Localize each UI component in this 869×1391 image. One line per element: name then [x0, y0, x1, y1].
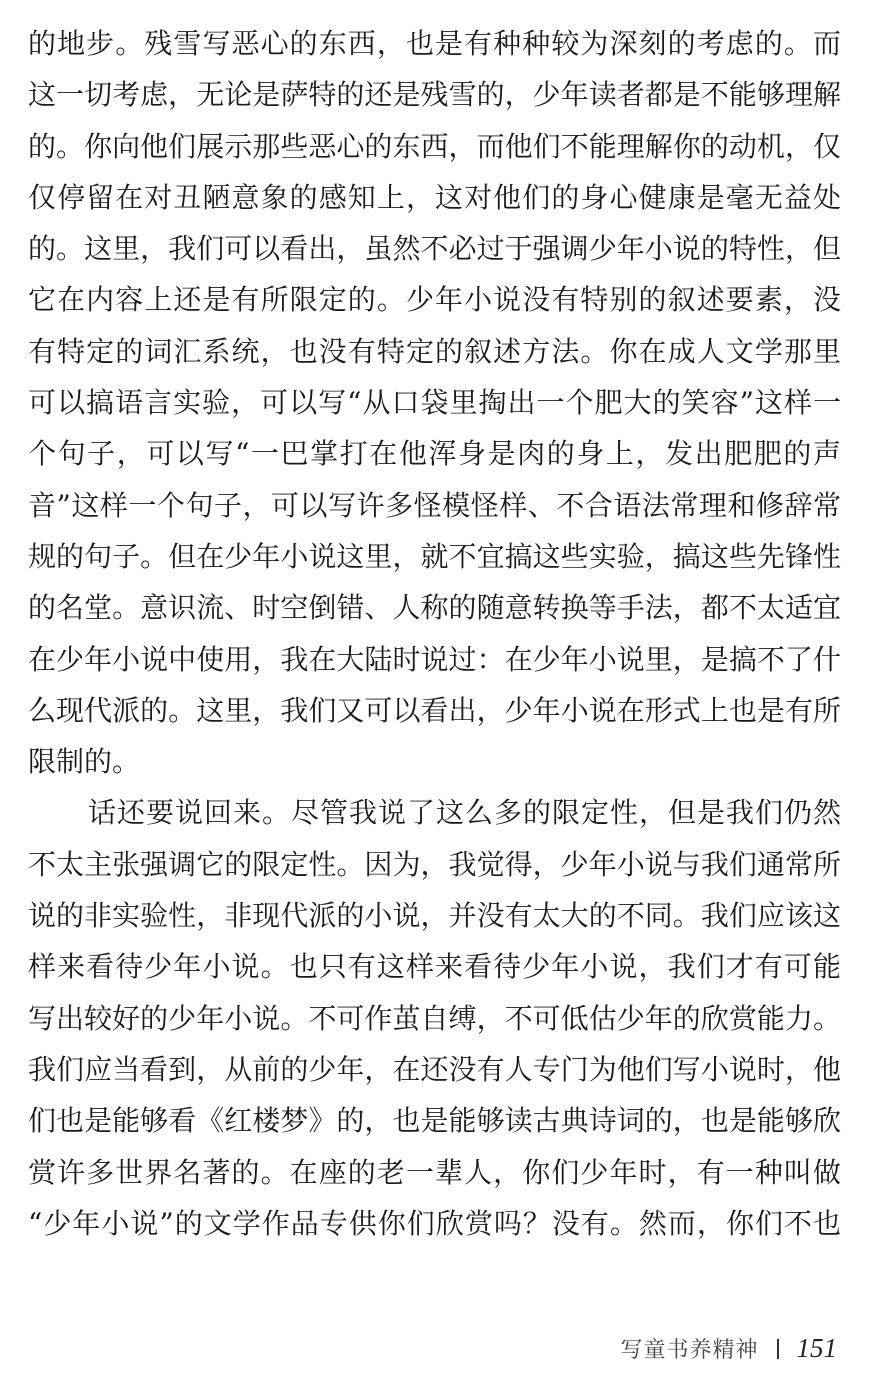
- paragraph-end-line: 限制的。: [28, 745, 141, 779]
- text-line: “少年小说”的文学作品专供你们欣赏吗？没有。然而，你们不也: [28, 1206, 841, 1240]
- text-line: 我们应当看到，从前的少年，在还没有人专门为他们写小说时，他: [28, 1052, 841, 1086]
- text-line: 么现代派的。这里，我们又可以看出，少年小说在形式上也是有所: [28, 693, 841, 727]
- text-line: 们也是能够看《红楼梦》的，也是能够读古典诗词的，也是能够欣: [28, 1104, 841, 1138]
- text-line: 赏许多世界名著的。在座的老一辈人，你们少年时，有一种叫做: [28, 1155, 841, 1189]
- text-line: 的。你向他们展示那些恶心的东西，而他们不能理解你的动机，仅: [28, 129, 841, 163]
- page-body-text: [28, 18, 841, 1249]
- running-footer-title: 写童书养精神: [620, 1338, 759, 1363]
- page-footer: [620, 1333, 837, 1364]
- text-line: 音”这样一个句子，可以写许多怪模怪样、不合语法常理和修辞常: [28, 488, 841, 522]
- text-line: 有特定的词汇系统，也没有特定的叙述方法。你在成人文学那里: [28, 334, 841, 368]
- text-line: 的名堂。意识流、时空倒错、人称的随意转换等手法，都不太适宜: [28, 591, 841, 625]
- text-line: 这一切考虑，无论是萨特的还是残雪的，少年读者都是不能够理解: [28, 78, 841, 112]
- text-line: 说的非实验性，非现代派的小说，并没有太大的不同。我们应该这: [28, 899, 841, 933]
- text-line: 规的句子。但在少年小说这里，就不宜搞这些实验，搞这些先锋性: [28, 539, 841, 573]
- text-line: 的。这里，我们可以看出，虽然不必过于强调少年小说的特性，但: [28, 232, 841, 266]
- text-line: 在少年小说中使用，我在大陆时说过：在少年小说里，是搞不了什: [28, 642, 841, 676]
- text-line: 可以搞语言实验，可以写“从口袋里掏出一个肥大的笑容”这样一: [28, 386, 841, 420]
- text-line: 的地步。残雪写恶心的东西，也是有种种较为深刻的考虑的。而: [28, 27, 841, 60]
- text-line: 仅停留在对丑陋意象的感知上，这对他们的身心健康是毫无益处: [28, 180, 841, 214]
- page-number: 151: [796, 1333, 837, 1363]
- text-line: 写出较好的少年小说。不可作茧自缚，不可低估少年的欣赏能力。: [28, 1001, 841, 1035]
- text-line: 个句子，可以写“一巴掌打在他浑身是肉的身上，发出肥肥的声: [28, 437, 841, 471]
- text-line: 样来看待少年小说。也只有这样来看待少年小说，我们才有可能: [28, 950, 841, 984]
- paragraph-start-line: 话还要说回来。尽管我说了这么多的限定性，但是我们仍然: [88, 796, 841, 830]
- text-line: 它在内容上还是有所限定的。少年小说没有特别的叙述要素，没: [28, 283, 841, 317]
- text-line: 不太主张强调它的限定性。因为，我觉得，少年小说与我们通常所: [28, 847, 841, 881]
- footer-separator: [777, 1339, 779, 1359]
